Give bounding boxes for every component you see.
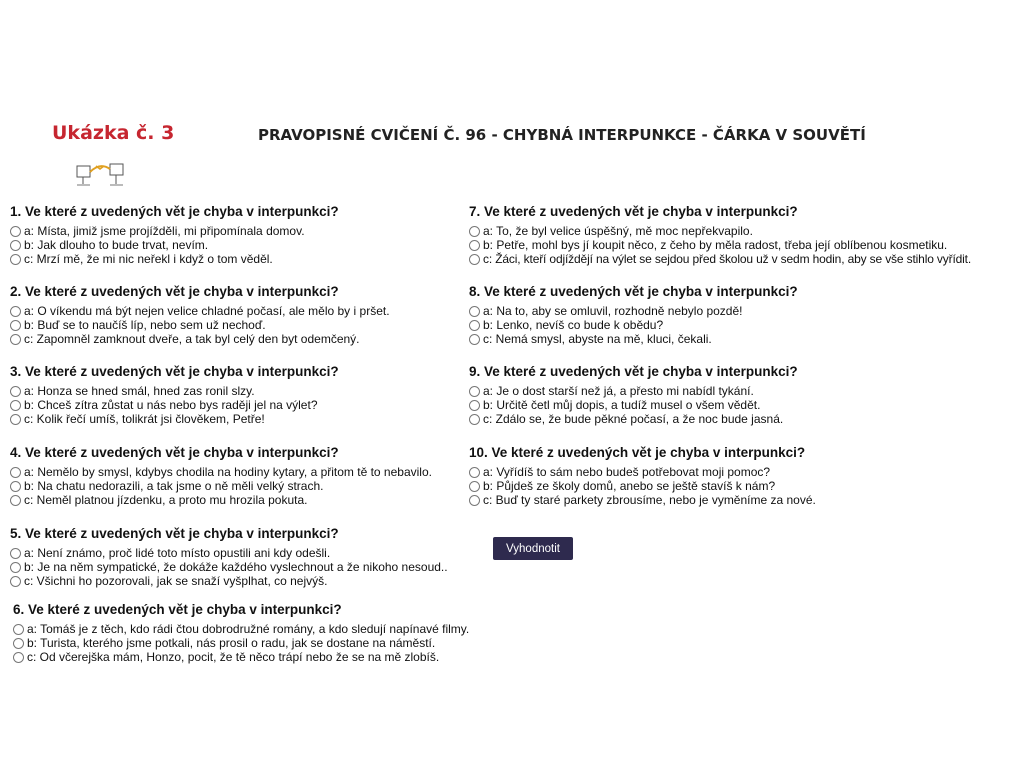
- radio-button[interactable]: [10, 400, 21, 411]
- option-label: b: Jak dlouho to bude trvat, nevím.: [24, 238, 209, 252]
- radio-button[interactable]: [469, 495, 480, 506]
- question-1: [10, 204, 339, 266]
- question-title: 9. Ve které z uvedených vět je chyba v interpunkci?: [469, 364, 798, 379]
- question-title: 10. Ve které z uvedených vět je chyba v interpunkci?: [469, 445, 806, 460]
- option-a[interactable]: [10, 546, 448, 560]
- option-label: a: O víkendu má být nejen velice chladné počasí, ale mělo by i pršet.: [24, 304, 390, 318]
- option-label: b: Turista, kterého jsme potkali, nás prosil o radu, jak se dostane na náměstí.: [27, 636, 436, 650]
- question-7: [469, 204, 971, 266]
- radio-button[interactable]: [469, 386, 480, 397]
- option-c[interactable]: [10, 412, 339, 426]
- question-8: [469, 284, 798, 346]
- question-10: [469, 445, 816, 507]
- radio-button[interactable]: [13, 624, 24, 635]
- option-c[interactable]: [469, 332, 798, 346]
- option-label: c: Kolik řečí umíš, tolikrát jsi člověkem, Petře!: [24, 412, 265, 426]
- option-a[interactable]: [469, 384, 798, 398]
- question-title: 6. Ve které z uvedených vět je chyba v interpunkci?: [13, 602, 342, 617]
- logo-icon: [74, 158, 128, 188]
- option-label: c: Zdálo se, že bude pěkné počasí, a že noc bude jasná.: [483, 412, 784, 426]
- option-label: c: Zapomněl zamknout dveře, a tak byl celý den byt odemčený.: [24, 332, 360, 346]
- radio-button[interactable]: [10, 481, 21, 492]
- radio-button[interactable]: [10, 562, 21, 573]
- radio-button[interactable]: [10, 254, 21, 265]
- option-c[interactable]: [469, 493, 816, 507]
- radio-button[interactable]: [13, 652, 24, 663]
- question-title: 7. Ve které z uvedených vět je chyba v interpunkci?: [469, 204, 798, 219]
- radio-button[interactable]: [10, 306, 21, 317]
- option-b[interactable]: [10, 238, 339, 252]
- option-a[interactable]: [10, 384, 339, 398]
- radio-button[interactable]: [10, 414, 21, 425]
- option-c[interactable]: [10, 493, 432, 507]
- option-a[interactable]: [10, 224, 339, 238]
- question-title: 4. Ve které z uvedených vět je chyba v interpunkci?: [10, 445, 339, 460]
- radio-button[interactable]: [10, 320, 21, 331]
- question-title: 8. Ve které z uvedených vět je chyba v interpunkci?: [469, 284, 798, 299]
- option-label: a: Je o dost starší než já, a přesto mi nabídl tykání.: [483, 384, 754, 398]
- question-title: 2. Ve které z uvedených vět je chyba v interpunkci?: [10, 284, 339, 299]
- evaluate-button[interactable]: Vyhodnotit: [493, 537, 573, 560]
- option-label: a: Tomáš je z těch, kdo rádi čtou dobrodružné romány, a kdo sledují napínavé filmy.: [27, 622, 470, 636]
- option-b[interactable]: [10, 318, 390, 332]
- question-9: [469, 364, 798, 426]
- sample-title: Ukázka č. 3: [52, 122, 175, 144]
- option-b[interactable]: [10, 398, 339, 412]
- option-c[interactable]: [469, 412, 798, 426]
- option-label: a: Vyřídíš to sám nebo budeš potřebovat moji pomoc?: [483, 465, 771, 479]
- radio-button[interactable]: [469, 334, 480, 345]
- option-label: a: To, že byl velice úspěšný, mě moc nepřekvapilo.: [483, 224, 753, 238]
- option-a[interactable]: [469, 304, 798, 318]
- option-c[interactable]: [10, 574, 448, 588]
- option-label: a: Není známo, proč lidé toto místo opustili ani kdy odešli.: [24, 546, 331, 560]
- option-label: c: Buď ty staré parkety zbrousíme, nebo je vyměníme za nové.: [483, 493, 816, 507]
- question-title: 3. Ve které z uvedených vět je chyba v interpunkci?: [10, 364, 339, 379]
- option-label: a: Nemělo by smysl, kdybys chodila na hodiny kytary, a přitom tě to nebavilo.: [24, 465, 432, 479]
- option-label: c: Žáci, kteří odjíždějí na výlet se sejdou před školou už v sedm hodin, aby se vše stihlo vyřídit.: [483, 252, 972, 266]
- option-label: b: Lenko, nevíš co bude k obědu?: [483, 318, 664, 332]
- option-label: a: Místa, jimiž jsme projížděli, mi připomínala domov.: [24, 224, 305, 238]
- question-title: 5. Ve které z uvedených vět je chyba v interpunkci?: [10, 526, 339, 541]
- option-c[interactable]: [13, 650, 469, 664]
- option-label: c: Od včerejška mám, Honzo, pocit, že tě něco trápí nebo že se na mě zlobíš.: [27, 650, 440, 664]
- question-2: [10, 284, 390, 346]
- option-label: c: Nemá smysl, abyste na mě, kluci, čekali.: [483, 332, 712, 346]
- option-b[interactable]: [469, 479, 816, 493]
- radio-button[interactable]: [469, 467, 480, 478]
- radio-button[interactable]: [469, 226, 480, 237]
- question-6: [13, 602, 469, 664]
- option-c[interactable]: [10, 252, 339, 266]
- radio-button[interactable]: [10, 467, 21, 478]
- option-label: c: Neměl platnou jízdenku, a proto mu hrozila pokuta.: [24, 493, 308, 507]
- question-4: [10, 445, 432, 507]
- question-3: [10, 364, 339, 426]
- option-b[interactable]: [469, 398, 798, 412]
- radio-button[interactable]: [469, 240, 480, 251]
- radio-button[interactable]: [10, 386, 21, 397]
- option-label: c: Mrzí mě, že mi nic neřekl i když o tom věděl.: [24, 252, 273, 266]
- radio-button[interactable]: [10, 548, 21, 559]
- radio-button[interactable]: [10, 226, 21, 237]
- option-label: b: Je na něm sympatické, že dokáže každého vyslechnout a že nikoho nesoud..: [24, 560, 448, 574]
- option-a[interactable]: [13, 622, 469, 636]
- page-title: PRAVOPISNÉ CVIČENÍ Č. 96 - CHYBNÁ INTERPUNKCE - ČÁRKA V SOUVĚTÍ: [258, 126, 866, 144]
- radio-button[interactable]: [469, 306, 480, 317]
- question-title: 1. Ve které z uvedených vět je chyba v interpunkci?: [10, 204, 339, 219]
- option-b[interactable]: [10, 560, 448, 574]
- radio-button[interactable]: [10, 576, 21, 587]
- option-a[interactable]: [469, 465, 816, 479]
- radio-button[interactable]: [469, 414, 480, 425]
- radio-button[interactable]: [469, 400, 480, 411]
- option-b[interactable]: [13, 636, 469, 650]
- question-5: [10, 526, 448, 588]
- option-label: b: Určitě četl můj dopis, a tudíž musel o všem vědět.: [483, 398, 761, 412]
- option-b[interactable]: [10, 479, 432, 493]
- option-label: b: Na chatu nedorazili, a tak jsme o ně měli velký strach.: [24, 479, 324, 493]
- option-a[interactable]: [10, 304, 390, 318]
- option-b[interactable]: [469, 238, 971, 252]
- radio-button[interactable]: [13, 638, 24, 649]
- option-label: a: Na to, aby se omluvil, rozhodně nebylo pozdě!: [483, 304, 743, 318]
- option-a[interactable]: [10, 465, 432, 479]
- radio-button[interactable]: [469, 481, 480, 492]
- radio-button[interactable]: [10, 334, 21, 345]
- option-c[interactable]: [10, 332, 390, 346]
- option-c[interactable]: [469, 252, 971, 266]
- option-a[interactable]: [469, 224, 971, 238]
- option-label: b: Petře, mohl bys jí koupit něco, z čeho by měla radost, třeba její oblíbenou kosmetiku.: [483, 238, 948, 252]
- option-label: b: Chceš zítra zůstat u nás nebo bys raději jel na výlet?: [24, 398, 318, 412]
- option-label: b: Buď se to naučíš líp, nebo sem už nechoď.: [24, 318, 266, 332]
- option-b[interactable]: [469, 318, 798, 332]
- radio-button[interactable]: [469, 254, 480, 265]
- radio-button[interactable]: [469, 320, 480, 331]
- radio-button[interactable]: [10, 240, 21, 251]
- option-label: b: Půjdeš ze školy domů, anebo se ještě stavíš k nám?: [483, 479, 776, 493]
- option-label: a: Honza se hned smál, hned zas ronil slzy.: [24, 384, 255, 398]
- option-label: c: Všichni ho pozorovali, jak se snaží vyšplhat, co nejvýš.: [24, 574, 328, 588]
- radio-button[interactable]: [10, 495, 21, 506]
